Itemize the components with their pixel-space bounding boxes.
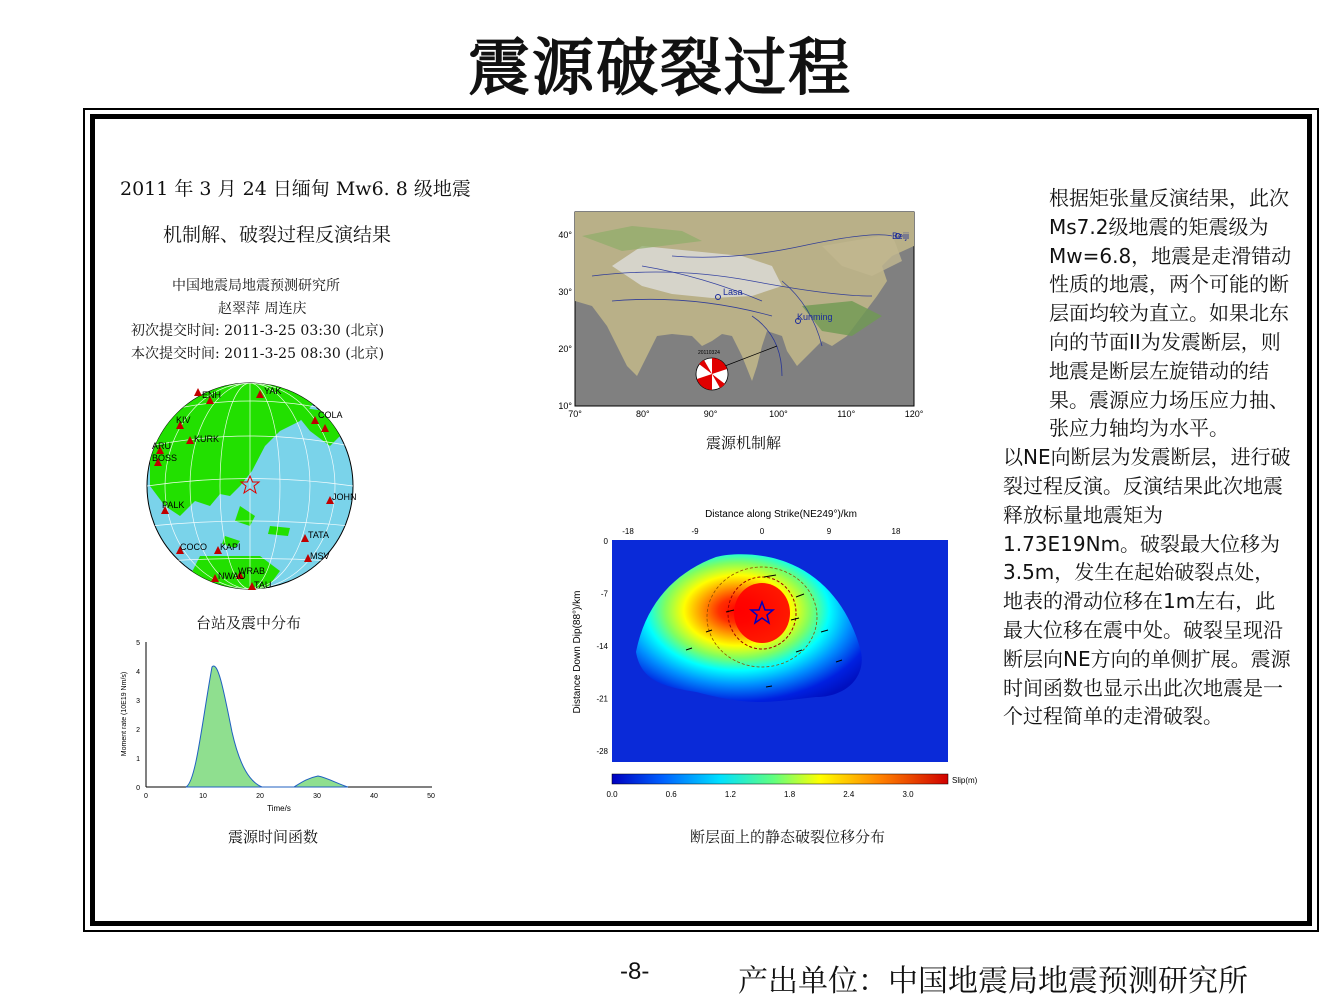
svg-text:JOHN: JOHN <box>332 492 357 502</box>
summary-text <box>1003 184 1293 731</box>
stf-caption: 震源时间函数 <box>228 828 319 846</box>
colorbar-tick: 3.0 <box>902 790 914 799</box>
slip-x-tick: -18 <box>622 527 634 536</box>
report-title-line2: 机制解、破裂过程反演结果 <box>163 224 392 246</box>
report-first-submit: 初次提交时间: 2011-3-25 03:30 (北京) <box>131 323 385 339</box>
stf-y-tick: 2 <box>136 727 140 734</box>
slip-x-tick: 18 <box>891 527 901 536</box>
stf-x-tick: 30 <box>313 793 321 800</box>
slip-y-tick: -7 <box>600 589 608 599</box>
map-label-beijing: Beiji <box>892 231 910 241</box>
map-lon-tick: 110° <box>837 409 856 419</box>
svg-text:KIV: KIV <box>176 415 191 425</box>
svg-text:YAK: YAK <box>264 386 282 396</box>
svg-text:KAPI: KAPI <box>220 542 241 552</box>
map-lat-tick: 20° <box>558 344 572 354</box>
stf-x-tick: 20 <box>256 793 264 800</box>
svg-text:KURK: KURK <box>194 434 220 444</box>
focal-mechanism-map <box>552 206 932 424</box>
colorbar-tick: 0.6 <box>665 790 677 799</box>
slip-side-label: Distance Down Dip(88°)/km <box>572 590 583 714</box>
map-lat-tick: 40° <box>558 230 572 240</box>
svg-text:COLA: COLA <box>318 410 343 420</box>
page-number: -8- <box>620 958 650 985</box>
map-lon-tick: 90° <box>703 409 718 419</box>
source-time-function-chart <box>112 632 452 822</box>
colorbar-tick: 2.4 <box>843 790 855 799</box>
focal-map-caption: 震源机制解 <box>706 434 782 452</box>
map-lon-tick: 80° <box>635 409 650 419</box>
stf-y-tick: 3 <box>136 698 140 705</box>
svg-text:NWAO: NWAO <box>218 571 246 581</box>
map-label-lasa: Lasa <box>723 287 743 297</box>
svg-text:TAU: TAU <box>254 580 272 590</box>
report-institute: 中国地震局地震预测研究所 <box>172 278 340 294</box>
slip-distribution-chart <box>566 502 996 812</box>
beachball-icon <box>696 358 728 390</box>
colorbar-tick: 1.2 <box>724 790 736 799</box>
stf-x-tick: 0 <box>144 793 148 800</box>
stf-x-tick: 50 <box>427 793 435 800</box>
map-label-event: 20110324 <box>698 350 720 356</box>
map-lat-tick: 10° <box>558 401 572 411</box>
map-lat-tick: 30° <box>558 287 572 297</box>
svg-text:PALK: PALK <box>162 500 185 510</box>
map-lon-tick: 100° <box>769 409 788 419</box>
slip-x-tick: 0 <box>759 527 765 536</box>
slip-y-tick: -21 <box>596 694 608 704</box>
stf-x-tick: 10 <box>199 793 207 800</box>
slip-y-tick: -14 <box>596 642 608 651</box>
svg-text:MSV: MSV <box>310 551 330 561</box>
stf-y-tick: 4 <box>136 669 140 676</box>
stf-ylabel: Moment rate (10E19 Nm/s) <box>121 671 128 757</box>
slip-y-tick: -28 <box>596 747 608 756</box>
map-lon-tick: 70° <box>568 409 582 419</box>
report-authors: 赵翠萍 周连庆 <box>218 301 307 317</box>
slip-map-caption: 断层面上的静态破裂位移分布 <box>690 828 886 846</box>
svg-text:WRAB: WRAB <box>238 566 265 576</box>
report-this-submit: 本次提交时间: 2011-3-25 08:30 (北京) <box>131 346 385 362</box>
report-title-line1: 2011 年 3 月 24 日缅甸 Mw6. 8 级地震 <box>120 178 471 200</box>
summary-paragraph-1: 根据矩张量反演结果，此次Ms7.2级地震的矩震级为Mw=6.8，地震是走滑错动性质的地震，两个可能的断层面均较为直立。如果北东向的节面II为发震断层，则地震是断层左旋错动的结果。震源应力场压应力抽、张应力轴均为水平。 <box>1049 186 1292 441</box>
stf-xlabel: Time/s <box>267 804 291 813</box>
stf-y-tick: 0 <box>136 785 140 792</box>
map-lon-tick: 120° <box>904 409 924 419</box>
slip-top-label: Distance along Strike(NE249°)/km <box>705 509 857 520</box>
map-label-kunming: Kunming <box>797 312 833 322</box>
stf-y-tick: 5 <box>136 640 140 647</box>
colorbar-label: Slip(m) <box>952 776 978 785</box>
slip-y-tick: 0 <box>603 537 608 546</box>
svg-text:BOSS: BOSS <box>152 453 178 463</box>
slip-colorbar <box>612 774 948 784</box>
stf-x-tick: 40 <box>370 793 378 800</box>
slip-x-tick: 9 <box>826 527 832 536</box>
summary-paragraph-2: 以NE向断层为发震断层，进行破裂过程反演。反演结果此次地震释放标量地震矩为1.73E19Nm。破裂最大位移为3.5m，发生在起始破裂点处，地表的滑动位移在1m左右，此最大位移在震中处。破裂呈现沿断层向NE方向的单侧扩展。震源时间函数也显示出此次地震是一个过程简单的走滑破裂。 <box>1003 445 1291 729</box>
slip-x-tick: -9 <box>691 527 699 536</box>
producer-unit: 产出单位：中国地震局地震预测研究所 <box>738 964 1248 999</box>
svg-text:COCO: COCO <box>180 542 207 552</box>
colorbar-tick: 1.8 <box>784 790 796 799</box>
station-map-caption: 台站及震中分布 <box>196 614 302 632</box>
svg-text:TATA: TATA <box>308 530 329 540</box>
svg-text:ENH: ENH <box>202 390 222 400</box>
svg-text:ARU: ARU <box>152 441 172 451</box>
colorbar-tick: 0.0 <box>606 790 618 799</box>
station-globe <box>140 376 360 596</box>
slide-title: 震源破裂过程 <box>467 31 852 104</box>
stf-y-tick: 1 <box>136 756 140 763</box>
